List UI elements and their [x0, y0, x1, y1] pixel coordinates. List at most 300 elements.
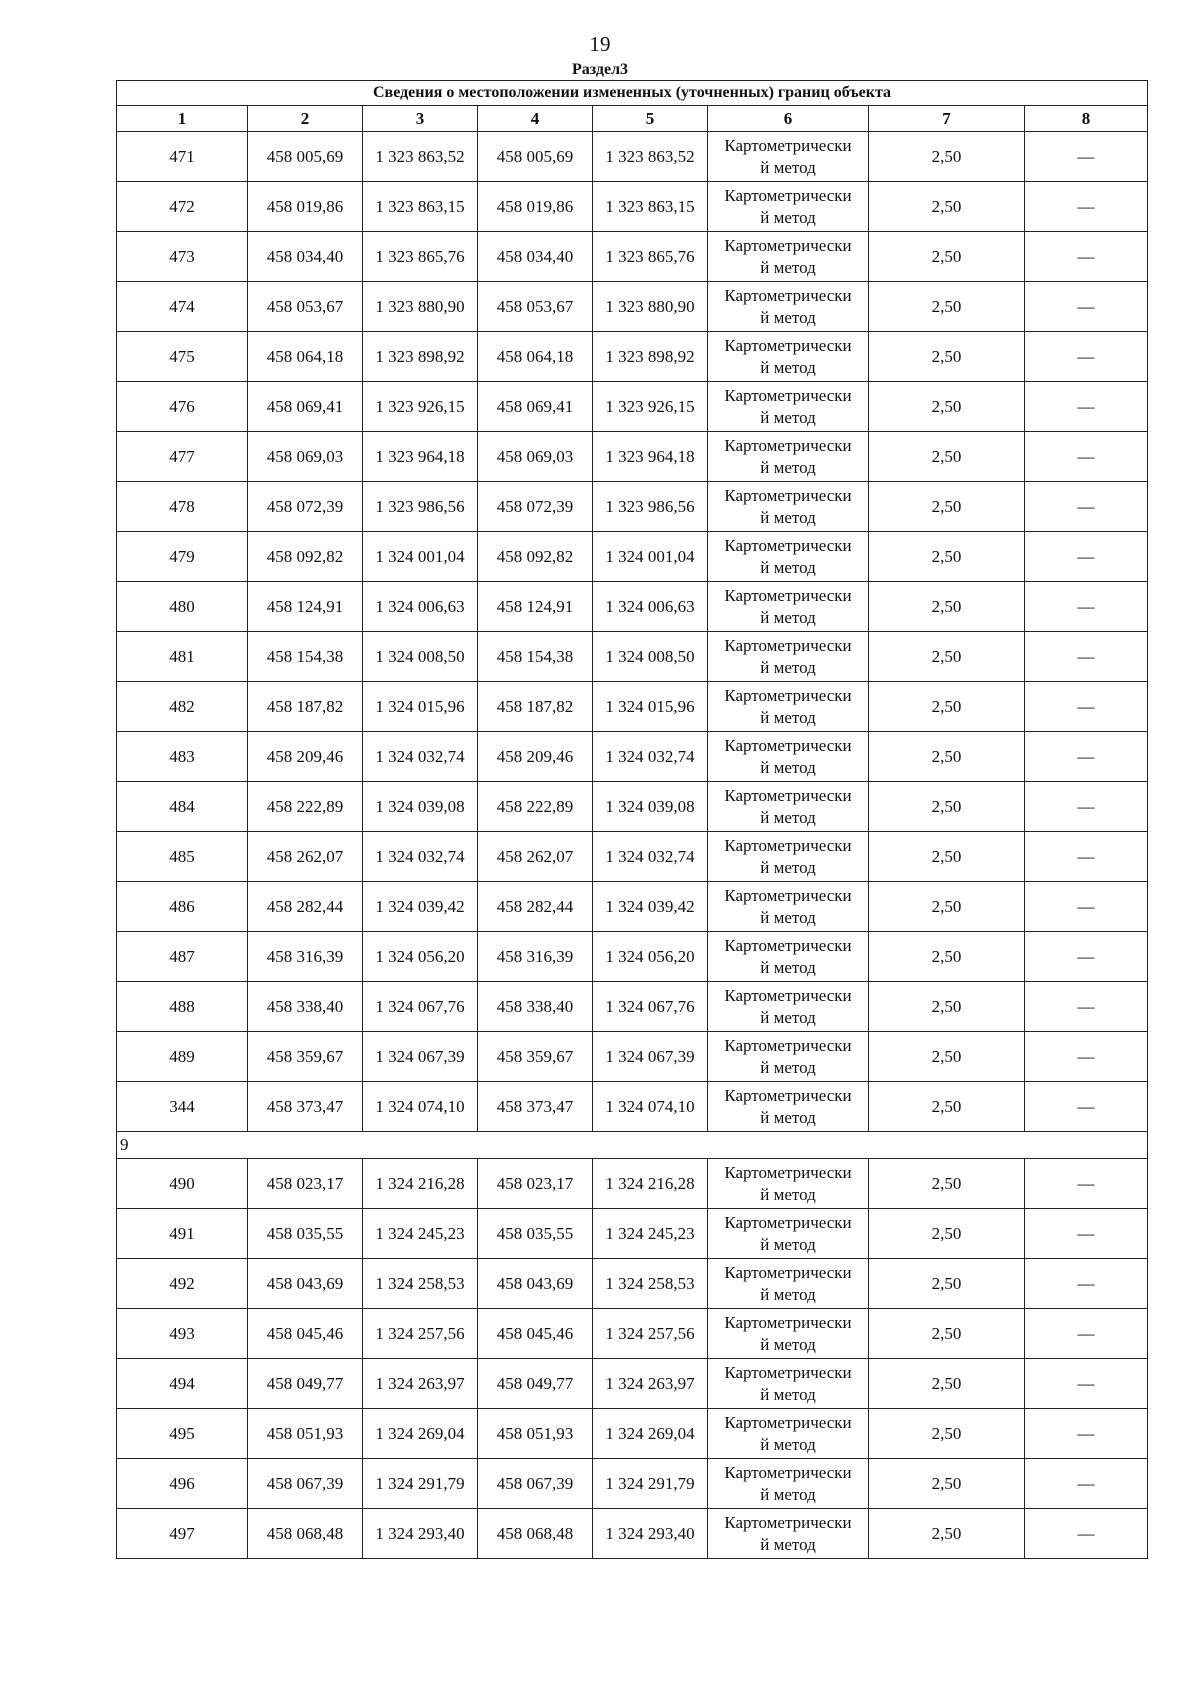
point-number-cell: 480 [117, 582, 248, 632]
accuracy-cell: 2,50 [869, 1082, 1025, 1132]
y-old-cell: 1 323 964,18 [363, 432, 478, 482]
x-new-cell: 458 359,67 [478, 1032, 593, 1082]
table-row [117, 582, 1148, 632]
accuracy-cell: 2,50 [869, 932, 1025, 982]
method-text-line1: Картометрически [724, 1212, 852, 1232]
description-cell: — [1025, 182, 1148, 232]
table-row [117, 332, 1148, 382]
accuracy-cell: 2,50 [869, 1359, 1025, 1409]
method-text-line2: й метод [760, 357, 816, 377]
method-text-line1: Картометрически [724, 1512, 852, 1532]
method-text-line2: й метод [760, 607, 816, 627]
method-text-line1: Картометрически [724, 285, 852, 305]
point-number-cell: 475 [117, 332, 248, 382]
method-cell [708, 632, 869, 682]
description-cell: — [1025, 882, 1148, 932]
y-new-cell: 1 324 008,50 [593, 632, 708, 682]
y-old-cell: 1 324 258,53 [363, 1259, 478, 1309]
y-new-cell: 1 324 001,04 [593, 532, 708, 582]
description-cell: — [1025, 332, 1148, 382]
x-new-cell: 458 262,07 [478, 832, 593, 882]
method-cell [708, 382, 869, 432]
y-old-cell: 1 324 067,76 [363, 982, 478, 1032]
method-cell [708, 332, 869, 382]
x-new-cell: 458 209,46 [478, 732, 593, 782]
table-row [117, 1209, 1148, 1259]
method-text-line1: Картометрически [724, 435, 852, 455]
y-new-cell: 1 324 006,63 [593, 582, 708, 632]
method-cell [708, 1259, 869, 1309]
y-old-cell: 1 323 865,76 [363, 232, 478, 282]
x-new-cell: 458 019,86 [478, 182, 593, 232]
y-old-cell: 1 324 032,74 [363, 832, 478, 882]
point-number-cell: 487 [117, 932, 248, 982]
x-old-cell: 458 338,40 [248, 982, 363, 1032]
point-number-cell: 493 [117, 1309, 248, 1359]
accuracy-cell: 2,50 [869, 832, 1025, 882]
table-row [117, 182, 1148, 232]
point-number-cell: 485 [117, 832, 248, 882]
y-old-cell: 1 324 039,08 [363, 782, 478, 832]
y-new-cell: 1 324 263,97 [593, 1359, 708, 1409]
description-cell: — [1025, 532, 1148, 582]
y-old-cell: 1 324 245,23 [363, 1209, 478, 1259]
y-new-cell: 1 324 015,96 [593, 682, 708, 732]
method-text-line1: Картометрически [724, 1262, 852, 1282]
method-text-line2: й метод [760, 1107, 816, 1127]
x-old-cell: 458 049,77 [248, 1359, 363, 1409]
y-new-cell: 1 324 257,56 [593, 1309, 708, 1359]
accuracy-cell: 2,50 [869, 1409, 1025, 1459]
point-number-cell: 477 [117, 432, 248, 482]
column-header: 6 [708, 106, 869, 132]
method-cell [708, 282, 869, 332]
y-old-cell: 1 324 291,79 [363, 1459, 478, 1509]
accuracy-cell: 2,50 [869, 982, 1025, 1032]
x-old-cell: 458 316,39 [248, 932, 363, 982]
accuracy-cell: 2,50 [869, 1509, 1025, 1559]
table-row [117, 132, 1148, 182]
method-text-line1: Картометрически [724, 1312, 852, 1332]
method-text-line2: й метод [760, 807, 816, 827]
method-text-line2: й метод [760, 957, 816, 977]
method-text-line2: й метод [760, 307, 816, 327]
accuracy-cell: 2,50 [869, 232, 1025, 282]
y-new-cell: 1 324 269,04 [593, 1409, 708, 1459]
description-cell: — [1025, 1259, 1148, 1309]
table-row [117, 1509, 1148, 1559]
contour-group-row [117, 1132, 1148, 1159]
table-row [117, 782, 1148, 832]
y-new-cell: 1 324 039,42 [593, 882, 708, 932]
method-cell [708, 432, 869, 482]
accuracy-cell: 2,50 [869, 1309, 1025, 1359]
method-text-line1: Картометрически [724, 185, 852, 205]
point-number-cell: 494 [117, 1359, 248, 1409]
x-old-cell: 458 035,55 [248, 1209, 363, 1259]
point-number-cell: 478 [117, 482, 248, 532]
method-cell [708, 1409, 869, 1459]
description-cell: — [1025, 1359, 1148, 1409]
x-new-cell: 458 154,38 [478, 632, 593, 682]
x-new-cell: 458 338,40 [478, 982, 593, 1032]
method-text-line1: Картометрически [724, 385, 852, 405]
point-number-cell: 490 [117, 1159, 248, 1209]
method-cell [708, 682, 869, 732]
y-old-cell: 1 324 032,74 [363, 732, 478, 782]
y-new-cell: 1 323 898,92 [593, 332, 708, 382]
accuracy-cell: 2,50 [869, 1159, 1025, 1209]
method-text-line2: й метод [760, 507, 816, 527]
table-row [117, 832, 1148, 882]
boundary-table [116, 80, 1148, 1559]
y-old-cell: 1 324 263,97 [363, 1359, 478, 1409]
column-header: 1 [117, 106, 248, 132]
method-cell [708, 532, 869, 582]
method-text-line1: Картометрически [724, 835, 852, 855]
column-header: 2 [248, 106, 363, 132]
y-old-cell: 1 324 039,42 [363, 882, 478, 932]
y-new-cell: 1 323 986,56 [593, 482, 708, 532]
x-old-cell: 458 067,39 [248, 1459, 363, 1509]
method-text-line2: й метод [760, 1234, 816, 1254]
accuracy-cell: 2,50 [869, 582, 1025, 632]
point-number-cell: 496 [117, 1459, 248, 1509]
contour-label: 9 [117, 1132, 1148, 1159]
description-cell: — [1025, 1509, 1148, 1559]
point-number-cell: 497 [117, 1509, 248, 1559]
x-old-cell: 458 222,89 [248, 782, 363, 832]
description-cell: — [1025, 232, 1148, 282]
method-text-line1: Картометрически [724, 485, 852, 505]
table-row [117, 632, 1148, 682]
method-cell [708, 782, 869, 832]
y-old-cell: 1 323 926,15 [363, 382, 478, 432]
y-old-cell: 1 323 880,90 [363, 282, 478, 332]
table-row [117, 382, 1148, 432]
y-new-cell: 1 324 032,74 [593, 732, 708, 782]
y-new-cell: 1 324 293,40 [593, 1509, 708, 1559]
method-text-line2: й метод [760, 857, 816, 877]
description-cell: — [1025, 1209, 1148, 1259]
point-number-cell: 473 [117, 232, 248, 282]
description-cell: — [1025, 1159, 1148, 1209]
method-text-line1: Картометрически [724, 1412, 852, 1432]
method-cell [708, 932, 869, 982]
y-new-cell: 1 324 216,28 [593, 1159, 708, 1209]
description-cell: — [1025, 682, 1148, 732]
point-number-cell: 489 [117, 1032, 248, 1082]
accuracy-cell: 2,50 [869, 1459, 1025, 1509]
description-cell: — [1025, 282, 1148, 332]
method-text-line1: Картометрически [724, 585, 852, 605]
x-new-cell: 458 045,46 [478, 1309, 593, 1359]
point-number-cell: 472 [117, 182, 248, 232]
method-cell [708, 882, 869, 932]
description-cell: — [1025, 732, 1148, 782]
table-row [117, 1259, 1148, 1309]
description-cell: — [1025, 1032, 1148, 1082]
x-new-cell: 458 034,40 [478, 232, 593, 282]
y-old-cell: 1 324 008,50 [363, 632, 478, 682]
description-cell: — [1025, 1409, 1148, 1459]
method-text-line2: й метод [760, 707, 816, 727]
method-text-line2: й метод [760, 1057, 816, 1077]
method-text-line1: Картометрически [724, 885, 852, 905]
point-number-cell: 344 [117, 1082, 248, 1132]
table-row [117, 932, 1148, 982]
description-cell: — [1025, 132, 1148, 182]
x-old-cell: 458 124,91 [248, 582, 363, 632]
method-cell [708, 1509, 869, 1559]
table-row [117, 432, 1148, 482]
description-cell: — [1025, 782, 1148, 832]
table-row [117, 1409, 1148, 1459]
method-text-line1: Картометрически [724, 635, 852, 655]
method-text-line1: Картометрически [724, 1162, 852, 1182]
y-old-cell: 1 324 269,04 [363, 1409, 478, 1459]
method-text-line1: Картометрически [724, 985, 852, 1005]
method-text-line2: й метод [760, 1384, 816, 1404]
table-caption-row [117, 81, 1148, 106]
method-text-line1: Картометрически [724, 685, 852, 705]
y-new-cell: 1 324 074,10 [593, 1082, 708, 1132]
x-new-cell: 458 069,03 [478, 432, 593, 482]
y-old-cell: 1 323 863,15 [363, 182, 478, 232]
y-old-cell: 1 323 898,92 [363, 332, 478, 382]
y-new-cell: 1 323 865,76 [593, 232, 708, 282]
method-text-line2: й метод [760, 457, 816, 477]
y-old-cell: 1 324 216,28 [363, 1159, 478, 1209]
table-row [117, 1459, 1148, 1509]
method-text-line2: й метод [760, 1434, 816, 1454]
y-new-cell: 1 323 964,18 [593, 432, 708, 482]
y-new-cell: 1 323 863,52 [593, 132, 708, 182]
method-text-line2: й метод [760, 1284, 816, 1304]
x-old-cell: 458 005,69 [248, 132, 363, 182]
x-old-cell: 458 034,40 [248, 232, 363, 282]
column-header: 5 [593, 106, 708, 132]
description-cell: — [1025, 832, 1148, 882]
y-old-cell: 1 324 257,56 [363, 1309, 478, 1359]
x-old-cell: 458 019,86 [248, 182, 363, 232]
table-row [117, 1359, 1148, 1409]
y-old-cell: 1 324 015,96 [363, 682, 478, 732]
method-cell [708, 1159, 869, 1209]
x-old-cell: 458 262,07 [248, 832, 363, 882]
method-text-line2: й метод [760, 207, 816, 227]
method-text-line1: Картометрически [724, 1085, 852, 1105]
method-text-line2: й метод [760, 657, 816, 677]
point-number-cell: 483 [117, 732, 248, 782]
accuracy-cell: 2,50 [869, 882, 1025, 932]
method-text-line1: Картометрически [724, 785, 852, 805]
method-text-line2: й метод [760, 757, 816, 777]
x-old-cell: 458 069,41 [248, 382, 363, 432]
x-old-cell: 458 072,39 [248, 482, 363, 532]
table-row [117, 1032, 1148, 1082]
y-new-cell: 1 323 863,15 [593, 182, 708, 232]
y-old-cell: 1 324 006,63 [363, 582, 478, 632]
x-new-cell: 458 373,47 [478, 1082, 593, 1132]
y-new-cell: 1 324 291,79 [593, 1459, 708, 1509]
x-old-cell: 458 359,67 [248, 1032, 363, 1082]
table-row [117, 982, 1148, 1032]
accuracy-cell: 2,50 [869, 182, 1025, 232]
accuracy-cell: 2,50 [869, 432, 1025, 482]
x-new-cell: 458 064,18 [478, 332, 593, 382]
table-row [117, 532, 1148, 582]
table-row [117, 732, 1148, 782]
x-old-cell: 458 045,46 [248, 1309, 363, 1359]
x-old-cell: 458 043,69 [248, 1259, 363, 1309]
x-old-cell: 458 051,93 [248, 1409, 363, 1459]
method-text-line1: Картометрически [724, 1035, 852, 1055]
method-cell [708, 582, 869, 632]
accuracy-cell: 2,50 [869, 332, 1025, 382]
point-number-cell: 495 [117, 1409, 248, 1459]
method-cell [708, 732, 869, 782]
method-text-line1: Картометрически [724, 1462, 852, 1482]
method-text-line1: Картометрически [724, 235, 852, 255]
point-number-cell: 488 [117, 982, 248, 1032]
table-caption: Сведения о местоположении измененных (уточненных) границ объекта [117, 81, 1148, 106]
accuracy-cell: 2,50 [869, 532, 1025, 582]
method-cell [708, 1459, 869, 1509]
accuracy-cell: 2,50 [869, 732, 1025, 782]
table-row [117, 482, 1148, 532]
method-text-line2: й метод [760, 907, 816, 927]
x-old-cell: 458 053,67 [248, 282, 363, 332]
x-new-cell: 458 282,44 [478, 882, 593, 932]
method-text-line2: й метод [760, 1534, 816, 1554]
x-new-cell: 458 187,82 [478, 682, 593, 732]
point-number-cell: 476 [117, 382, 248, 432]
method-cell [708, 1309, 869, 1359]
x-old-cell: 458 023,17 [248, 1159, 363, 1209]
y-new-cell: 1 324 067,76 [593, 982, 708, 1032]
method-cell [708, 1209, 869, 1259]
description-cell: — [1025, 582, 1148, 632]
y-new-cell: 1 324 032,74 [593, 832, 708, 882]
accuracy-cell: 2,50 [869, 482, 1025, 532]
accuracy-cell: 2,50 [869, 682, 1025, 732]
table-header-row [117, 106, 1148, 132]
description-cell: — [1025, 632, 1148, 682]
description-cell: — [1025, 482, 1148, 532]
x-old-cell: 458 187,82 [248, 682, 363, 732]
y-new-cell: 1 323 926,15 [593, 382, 708, 432]
x-new-cell: 458 124,91 [478, 582, 593, 632]
table-row [117, 1082, 1148, 1132]
method-text-line1: Картометрически [724, 1362, 852, 1382]
method-text-line2: й метод [760, 557, 816, 577]
point-number-cell: 471 [117, 132, 248, 182]
method-cell [708, 182, 869, 232]
point-number-cell: 491 [117, 1209, 248, 1259]
point-number-cell: 484 [117, 782, 248, 832]
column-header: 7 [869, 106, 1025, 132]
table-row [117, 1159, 1148, 1209]
y-old-cell: 1 324 293,40 [363, 1509, 478, 1559]
accuracy-cell: 2,50 [869, 1259, 1025, 1309]
accuracy-cell: 2,50 [869, 1209, 1025, 1259]
accuracy-cell: 2,50 [869, 132, 1025, 182]
method-text-line2: й метод [760, 407, 816, 427]
x-new-cell: 458 005,69 [478, 132, 593, 182]
accuracy-cell: 2,50 [869, 632, 1025, 682]
method-cell [708, 1359, 869, 1409]
column-header: 3 [363, 106, 478, 132]
point-number-cell: 479 [117, 532, 248, 582]
description-cell: — [1025, 932, 1148, 982]
x-new-cell: 458 072,39 [478, 482, 593, 532]
method-cell [708, 482, 869, 532]
x-new-cell: 458 068,48 [478, 1509, 593, 1559]
x-old-cell: 458 209,46 [248, 732, 363, 782]
y-old-cell: 1 323 863,52 [363, 132, 478, 182]
method-text-line2: й метод [760, 157, 816, 177]
y-old-cell: 1 323 986,56 [363, 482, 478, 532]
x-old-cell: 458 064,18 [248, 332, 363, 382]
y-old-cell: 1 324 001,04 [363, 532, 478, 582]
description-cell: — [1025, 382, 1148, 432]
y-old-cell: 1 324 067,39 [363, 1032, 478, 1082]
x-old-cell: 458 068,48 [248, 1509, 363, 1559]
x-old-cell: 458 092,82 [248, 532, 363, 582]
column-header: 4 [478, 106, 593, 132]
x-new-cell: 458 069,41 [478, 382, 593, 432]
method-text-line1: Картометрически [724, 935, 852, 955]
x-new-cell: 458 092,82 [478, 532, 593, 582]
description-cell: — [1025, 432, 1148, 482]
method-cell [708, 832, 869, 882]
accuracy-cell: 2,50 [869, 782, 1025, 832]
page-number: 19 [589, 32, 611, 56]
description-cell: — [1025, 1309, 1148, 1359]
table-row [117, 232, 1148, 282]
method-text-line1: Картометрически [724, 535, 852, 555]
method-cell [708, 132, 869, 182]
x-new-cell: 458 067,39 [478, 1459, 593, 1509]
accuracy-cell: 2,50 [869, 282, 1025, 332]
method-cell [708, 982, 869, 1032]
method-text-line1: Картометрически [724, 135, 852, 155]
point-number-cell: 492 [117, 1259, 248, 1309]
method-text-line1: Картометрически [724, 335, 852, 355]
method-text-line2: й метод [760, 1484, 816, 1504]
accuracy-cell: 2,50 [869, 382, 1025, 432]
x-old-cell: 458 282,44 [248, 882, 363, 932]
y-old-cell: 1 324 056,20 [363, 932, 478, 982]
x-new-cell: 458 053,67 [478, 282, 593, 332]
x-new-cell: 458 222,89 [478, 782, 593, 832]
x-old-cell: 458 069,03 [248, 432, 363, 482]
section-title: Раздел3 [571, 61, 629, 78]
x-new-cell: 458 049,77 [478, 1359, 593, 1409]
y-new-cell: 1 324 039,08 [593, 782, 708, 832]
method-cell [708, 232, 869, 282]
y-new-cell: 1 323 880,90 [593, 282, 708, 332]
column-header: 8 [1025, 106, 1148, 132]
method-cell [708, 1032, 869, 1082]
method-cell [708, 1082, 869, 1132]
method-text-line2: й метод [760, 1007, 816, 1027]
x-new-cell: 458 023,17 [478, 1159, 593, 1209]
y-old-cell: 1 324 074,10 [363, 1082, 478, 1132]
table-row [117, 282, 1148, 332]
table-row [117, 1309, 1148, 1359]
